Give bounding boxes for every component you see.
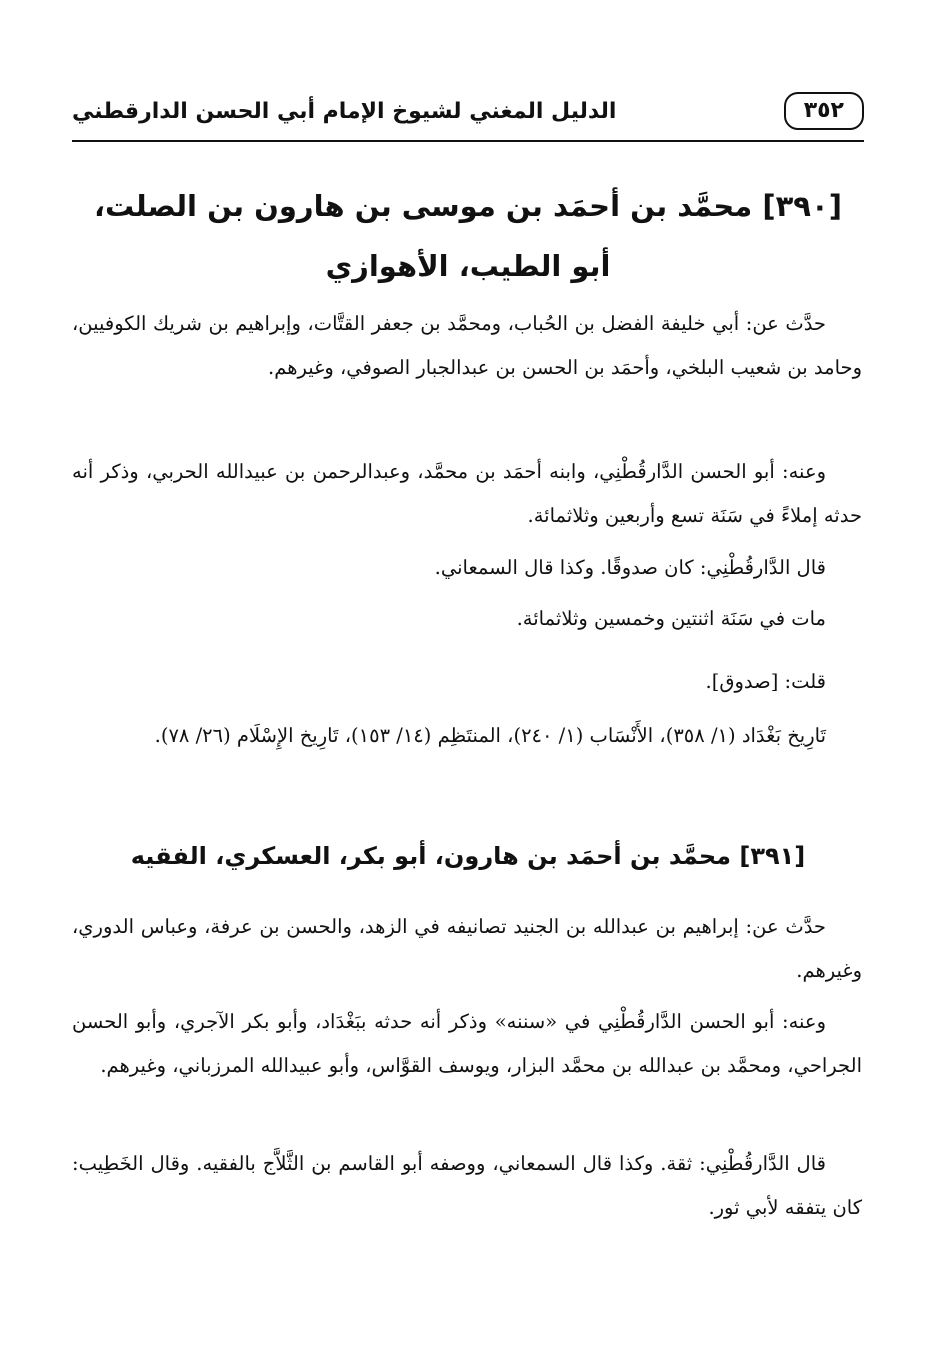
entry-title: [٣٩١] محمَّد بن أحمَد بن هارون، أبو بكر، العسكري، الفقيه (130, 842, 806, 870)
entry-paragraph: حدَّث عن: أبي خليفة الفضل بن الحُباب، ومحمَّد بن جعفر القتَّات، وإبراهيم بن شريك الكوفيين، وحامد بن شعيب البلخي، وأحمَد بن الحسن بن عبدالجبار الصوفي، وغيرهم. (72, 312, 862, 379)
entry-paragraph: وعنه: أبو الحسن الدَّارقُطْنِي في «سننه» وذكر أنه حدثه ببَغْدَاد، وأبو بكر الآجري، وأبو الحسن الجراحي، ومحمَّد بن عبدالله بن محمَّد البزار، ويوسف القوَّاس، وأبو عبيدالله المرزباني، وغيرهم. (72, 1010, 862, 1077)
entry-paragraph: حدَّث عن: إبراهيم بن عبدالله بن الجنيد تصانيفه في الزهد، والحسن بن عرفة، وعباس الدوري، وغيرهم. (72, 915, 862, 982)
header-divider (72, 140, 864, 142)
entry-paragraph: وعنه: أبو الحسن الدَّارقُطْنِي، وابنه أحمَد بن محمَّد، وعبدالرحمن بن عبيدالله الحربي، وذكر أنه حدثه إملاءً في سَنَة تسع وأربعين وثلاثمائة. (72, 460, 862, 527)
entry-paragraph: قلت: [صدوق]. (705, 670, 826, 693)
page-header (72, 86, 864, 136)
entry-paragraph: قال الدَّارقُطْنِي: ثقة. وكذا قال السمعاني، ووصفه أبو القاسم بن الثَّلاَّج بالفقيه. وقال الخَطِيب: كان يتفقه لأبي ثور. (72, 1152, 862, 1219)
page-number: ٣٥٢ (784, 92, 864, 130)
entry-paragraph: مات في سَنَة اثنتين وخمسين وثلاثمائة. (516, 607, 826, 630)
references: تَارِيخ بَغْدَاد (١/ ٣٥٨)، الأَنْسَاب (١/ ٢٤٠)، المنتَظِم (١٤/ ١٥٣)، تَارِيخ الإِسْلَام (٢٦/ ٧٨). (154, 724, 826, 747)
running-title: الدليل المغني لشيوخ الإمام أبي الحسن الدارقطني (72, 98, 617, 124)
entry-title: [٣٩٠] محمَّد بن أحمَد بن موسى بن هارون بن الصلت، أبو الطيب، الأهوازي (94, 189, 842, 283)
entry-paragraph: قال الدَّارقُطْنِي: كان صدوقًا. وكذا قال السمعاني. (434, 556, 826, 579)
